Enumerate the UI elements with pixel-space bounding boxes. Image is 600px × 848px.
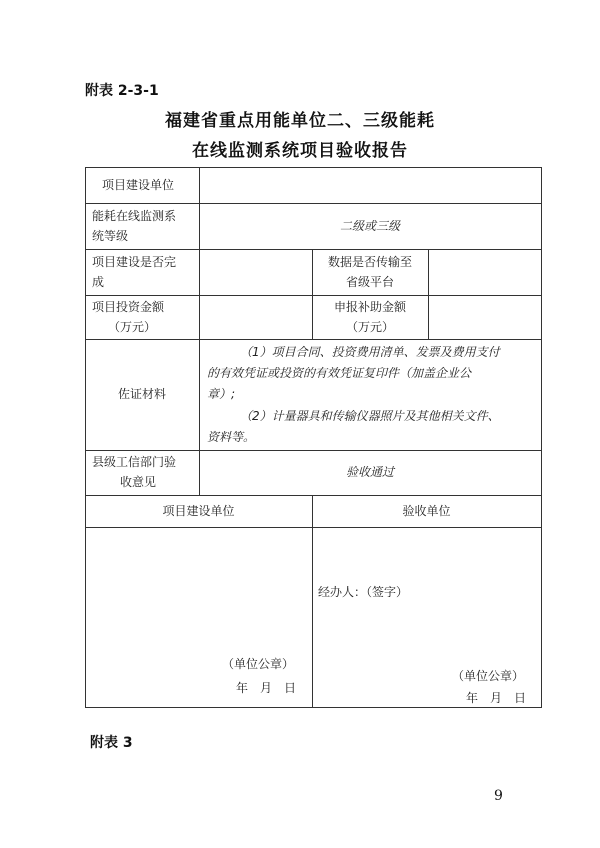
monitoring-level-label-line2: 统等级 [92, 229, 129, 243]
page-number: 9 [494, 788, 503, 804]
evidence-text2-line2: 资料等。 [207, 430, 256, 444]
table-divider [85, 450, 542, 451]
data-transfer-label-line1: 数据是否传输至 [327, 255, 412, 269]
left-seal-label: （单位公章） [222, 657, 295, 671]
investment-label-line1: 项目投资金额 [92, 300, 165, 314]
left-date-label: 年 月 日 [236, 681, 297, 695]
right-date-label: 年 月 日 [466, 691, 527, 705]
table-divider [85, 249, 542, 250]
table-divider [85, 295, 542, 296]
bottom-right-header: 验收单位 [402, 504, 451, 518]
evidence-text1-line1: （1）项目合同、投资费用清单、发票及费用支付 [240, 345, 500, 359]
investment-label-line2: （万元） [108, 320, 157, 334]
evidence-text2-line1: （2）计量器具和传输仪器照片及其他相关文件、 [240, 409, 500, 423]
attachment-label: 附表 2-3-1 [85, 83, 159, 99]
evidence-text1-line3: 章）; [207, 387, 236, 401]
subsidy-label-line1: 申报补助金额 [333, 300, 406, 314]
completion-label-line2: 成 [92, 275, 105, 289]
project-unit-label: 项目建设单位 [102, 178, 175, 192]
table-divider [85, 339, 542, 340]
right-seal-label: （单位公章） [452, 669, 525, 683]
bottom-left-header: 项目建设单位 [162, 504, 235, 518]
table-divider [85, 527, 542, 528]
county-opinion-label-line2: 收意见 [120, 475, 157, 489]
county-opinion-value[interactable]: 验收通过 [345, 465, 394, 479]
subsidy-label-line2: （万元） [345, 320, 394, 334]
completion-label-line1: 项目建设是否完 [92, 255, 177, 269]
evidence-text1-line2: 的有效凭证或投资的有效凭证复印件（加盖企业公 [207, 366, 472, 380]
table-border-top [85, 167, 542, 168]
monitoring-level-label-line1: 能耗在线监测系 [92, 209, 177, 223]
table-border-right [541, 167, 542, 708]
table-column-divider [312, 495, 313, 707]
handler-signature-label: 经办人：（签字） [318, 585, 409, 599]
form-title-line2: 在线监测系统项目验收报告 [192, 141, 408, 161]
monitoring-level-value[interactable]: 二级或三级 [339, 219, 400, 233]
table-divider [85, 203, 542, 204]
evidence-label: 佐证材料 [117, 387, 166, 401]
data-transfer-label-line2: 省级平台 [345, 275, 394, 289]
county-opinion-label-line1: 县级工信部门验 [92, 455, 177, 469]
footer-attachment-label: 附表 3 [90, 735, 133, 751]
table-column-divider [428, 249, 429, 339]
table-border-left [85, 167, 86, 708]
table-divider [85, 495, 542, 496]
form-title-line1: 福建省重点用能单位二、三级能耗 [165, 111, 435, 131]
